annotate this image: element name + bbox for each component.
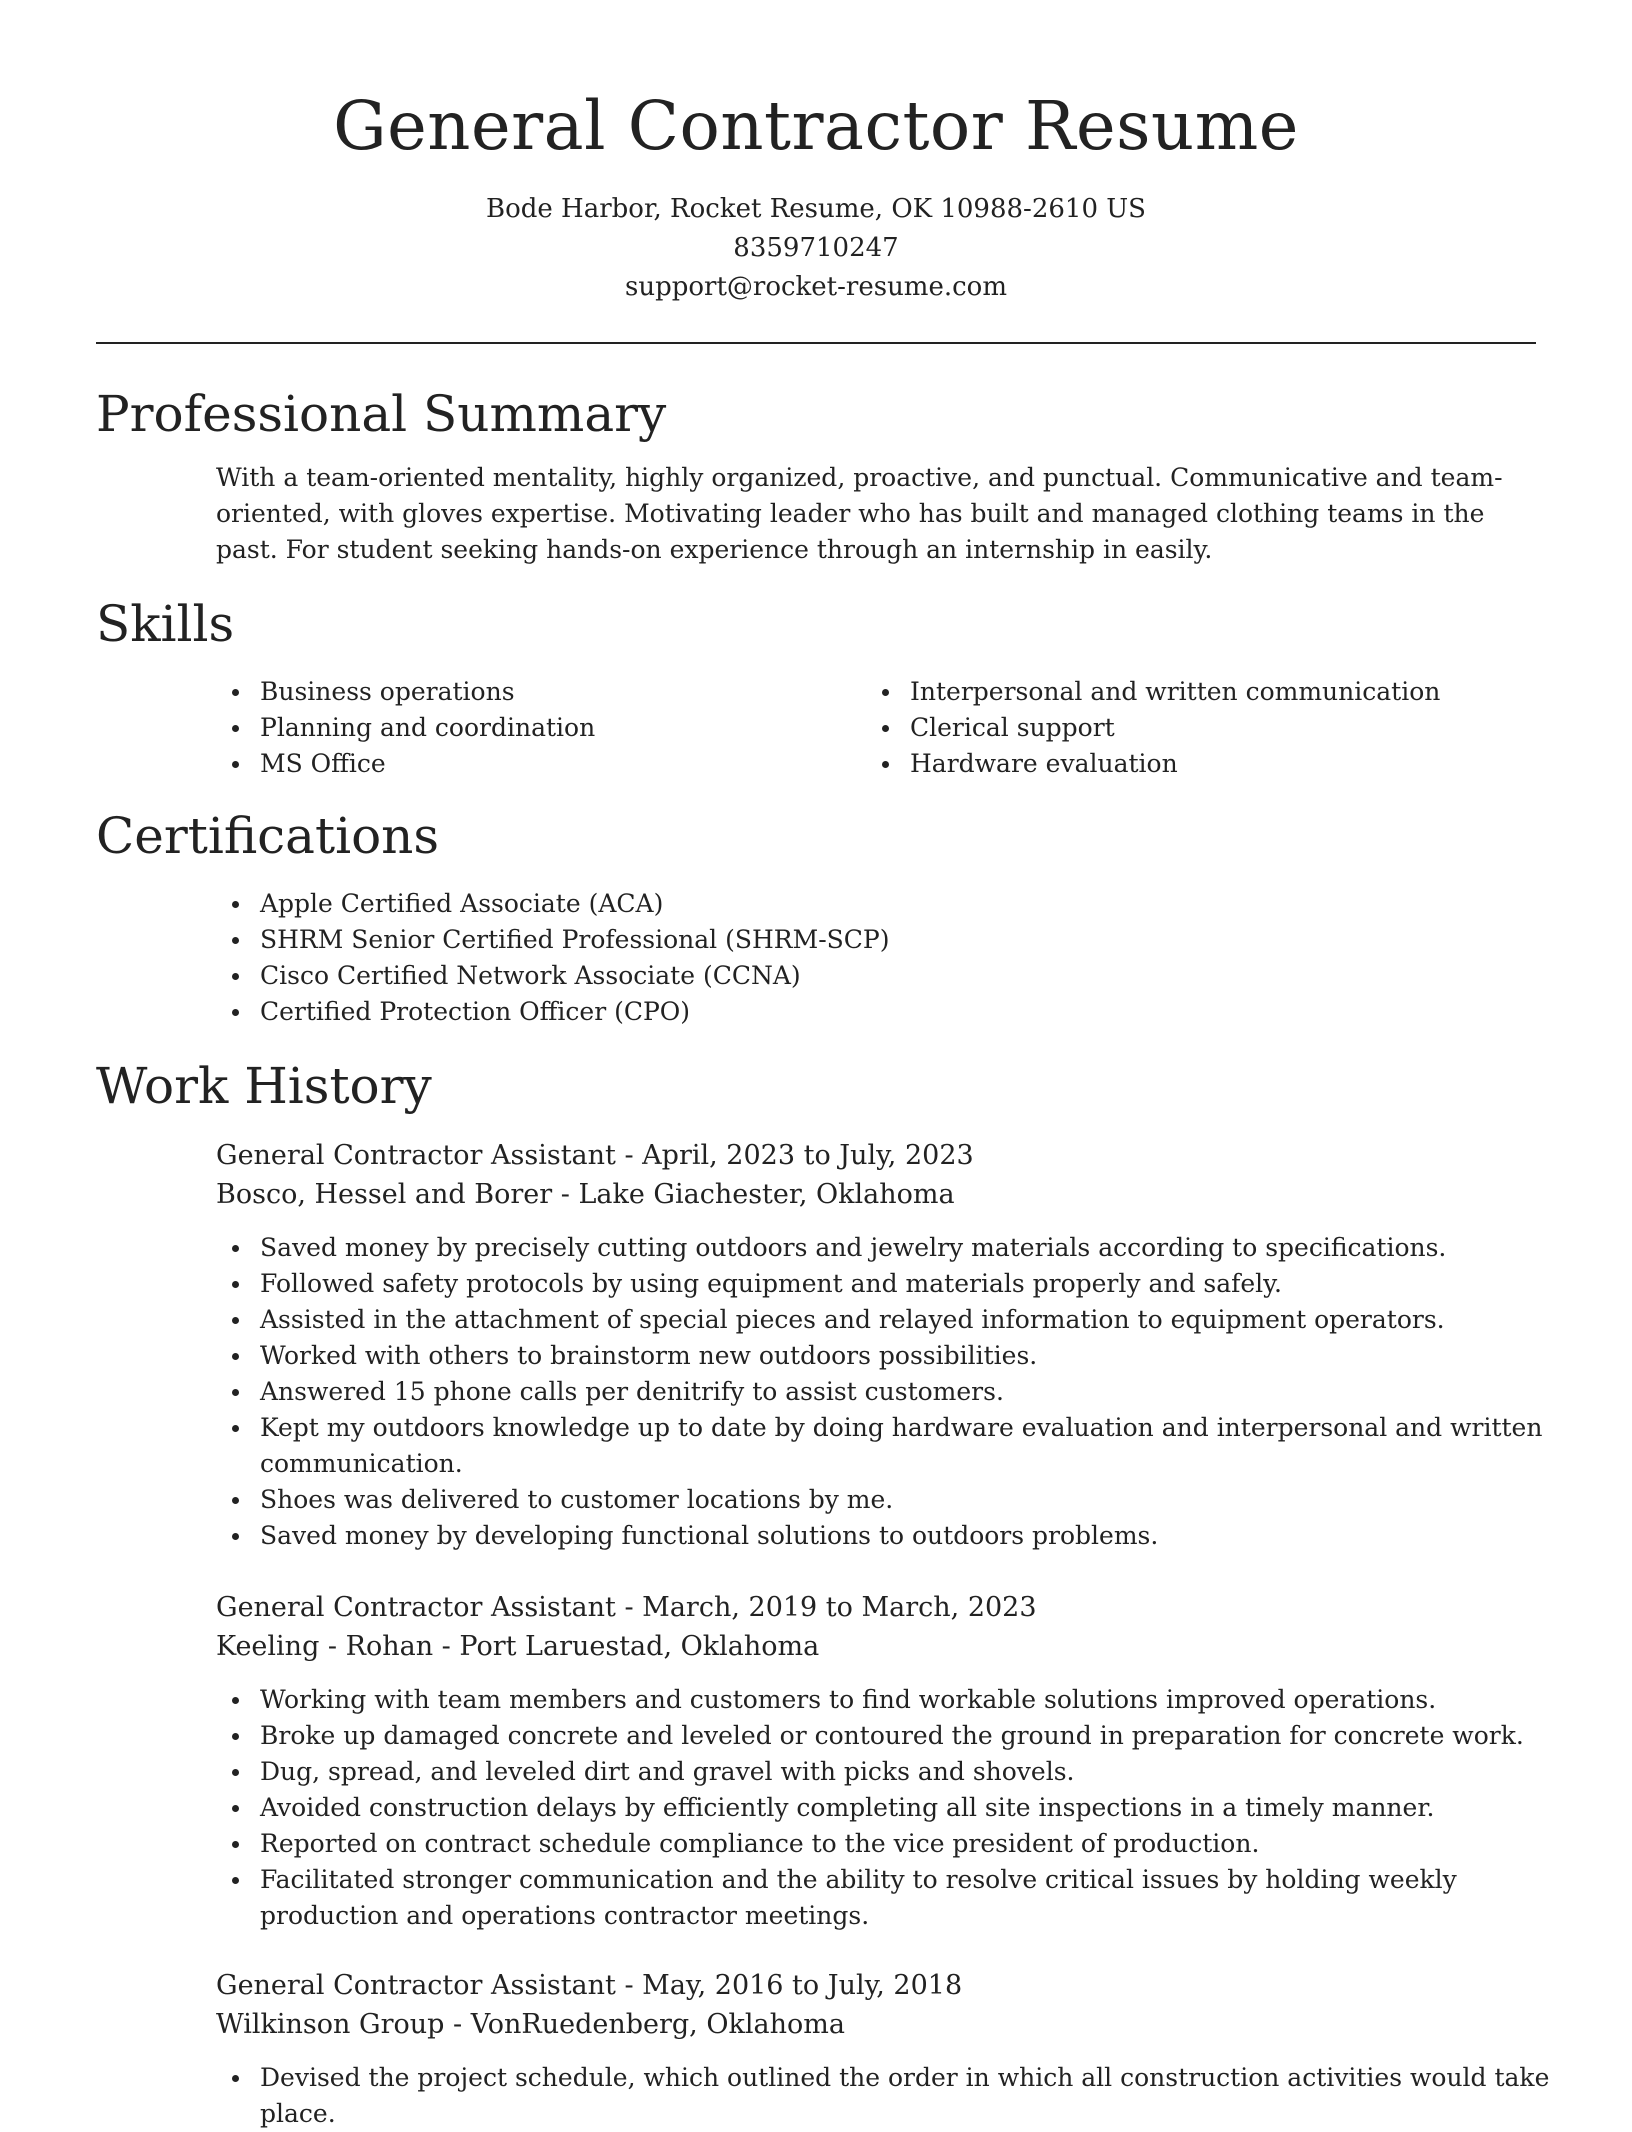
certifications-list (216, 886, 890, 1030)
summary-text: With a team-oriented mentality, highly organized, proactive, and punctual. Communicative and team-oriented, with gloves expertise. Motivating leader who has built and managed clothing teams in the past. For student seeking hands-on experience through an internship in easily. (216, 463, 1503, 564)
work-history-heading: Work History (96, 1057, 432, 1115)
email: support@rocket-resume.com (624, 272, 1007, 302)
skills-heading: Skills (96, 595, 235, 653)
contact-block (0, 190, 1632, 307)
skills-column-right (866, 674, 1440, 782)
skill-item: Hardware evaluation (866, 746, 1440, 782)
job-title: General Contractor Assistant - March, 2019 to March, 2023 (216, 1592, 1037, 1623)
skill-item: Clerical support (866, 710, 1440, 746)
job-bullet: Devised the project schedule, which outlined the order in which all construction activities would take place. (216, 2060, 1560, 2132)
resume-title: General Contractor Resume (333, 87, 1299, 165)
skill-item: Business operations (216, 674, 595, 710)
job-bullet: Worked with others to brainstorm new outdoors possibilities. (216, 1338, 1560, 1374)
job-bullet: Broke up damaged concrete and leveled or contoured the ground in preparation for concrete work. (216, 1718, 1560, 1754)
job-bullet: Shoes was delivered to customer locations by me. (216, 1482, 1560, 1518)
skill-item: Interpersonal and written communication (866, 674, 1440, 710)
job-bullet: Saved money by developing functional solutions to outdoors problems. (216, 1518, 1560, 1554)
job-bullet: Answered 15 phone calls per denitrify to assist customers. (216, 1374, 1560, 1410)
job-bullets (216, 1682, 1556, 1934)
job-company: Keeling - Rohan - Port Laruestad, Oklahoma (216, 1631, 820, 1662)
job-bullet: Saved money by precisely cutting outdoors and jewelry materials according to specifications. (216, 1230, 1560, 1266)
job-bullet: Avoided construction delays by efficiently completing all site inspections in a timely manner. (216, 1790, 1560, 1826)
certification-item: Certified Protection Officer (CPO) (216, 994, 890, 1030)
job-entry (216, 1136, 1556, 1554)
job-company: Bosco, Hessel and Borer - Lake Giachester, Oklahoma (216, 1179, 955, 1210)
job-entry (216, 1966, 1556, 2132)
job-bullet: Reported on contract schedule compliance to the vice president of production. (216, 1826, 1560, 1862)
job-title: General Contractor Assistant - April, 2023 to July, 2023 (216, 1140, 974, 1171)
phone: 8359710247 (733, 233, 899, 263)
job-bullets (216, 1230, 1556, 1554)
job-entry (216, 1588, 1556, 1934)
skill-item: MS Office (216, 746, 595, 782)
resume-header (0, 0, 1632, 307)
header-divider (96, 342, 1536, 344)
job-bullet: Kept my outdoors knowledge up to date by doing hardware evaluation and interpersonal and written communication. (216, 1410, 1560, 1482)
certification-item: SHRM Senior Certified Professional (SHRM-SCP) (216, 922, 890, 958)
certification-item: Cisco Certified Network Associate (CCNA) (216, 958, 890, 994)
job-company: Wilkinson Group - VonRuedenberg, Oklahoma (216, 2009, 845, 2040)
job-bullet: Facilitated stronger communication and the ability to resolve critical issues by holding weekly production and operations contractor meetings. (216, 1862, 1560, 1934)
address: Bode Harbor, Rocket Resume, OK 10988-2610 US (486, 194, 1146, 224)
job-bullet: Working with team members and customers to find workable solutions improved operations. (216, 1682, 1560, 1718)
skill-item: Planning and coordination (216, 710, 595, 746)
job-bullet: Assisted in the attachment of special pieces and relayed information to equipment operators. (216, 1302, 1560, 1338)
summary-heading: Professional Summary (96, 385, 667, 443)
job-title: General Contractor Assistant - May, 2016 to July, 2018 (216, 1970, 963, 2001)
job-bullets (216, 2060, 1556, 2132)
job-bullet: Followed safety protocols by using equipment and materials properly and safely. (216, 1266, 1560, 1302)
skills-column-left (216, 674, 595, 782)
certifications-heading: Certifications (96, 807, 440, 865)
certification-item: Apple Certified Associate (ACA) (216, 886, 890, 922)
job-bullet: Dug, spread, and leveled dirt and gravel with picks and shovels. (216, 1754, 1560, 1790)
